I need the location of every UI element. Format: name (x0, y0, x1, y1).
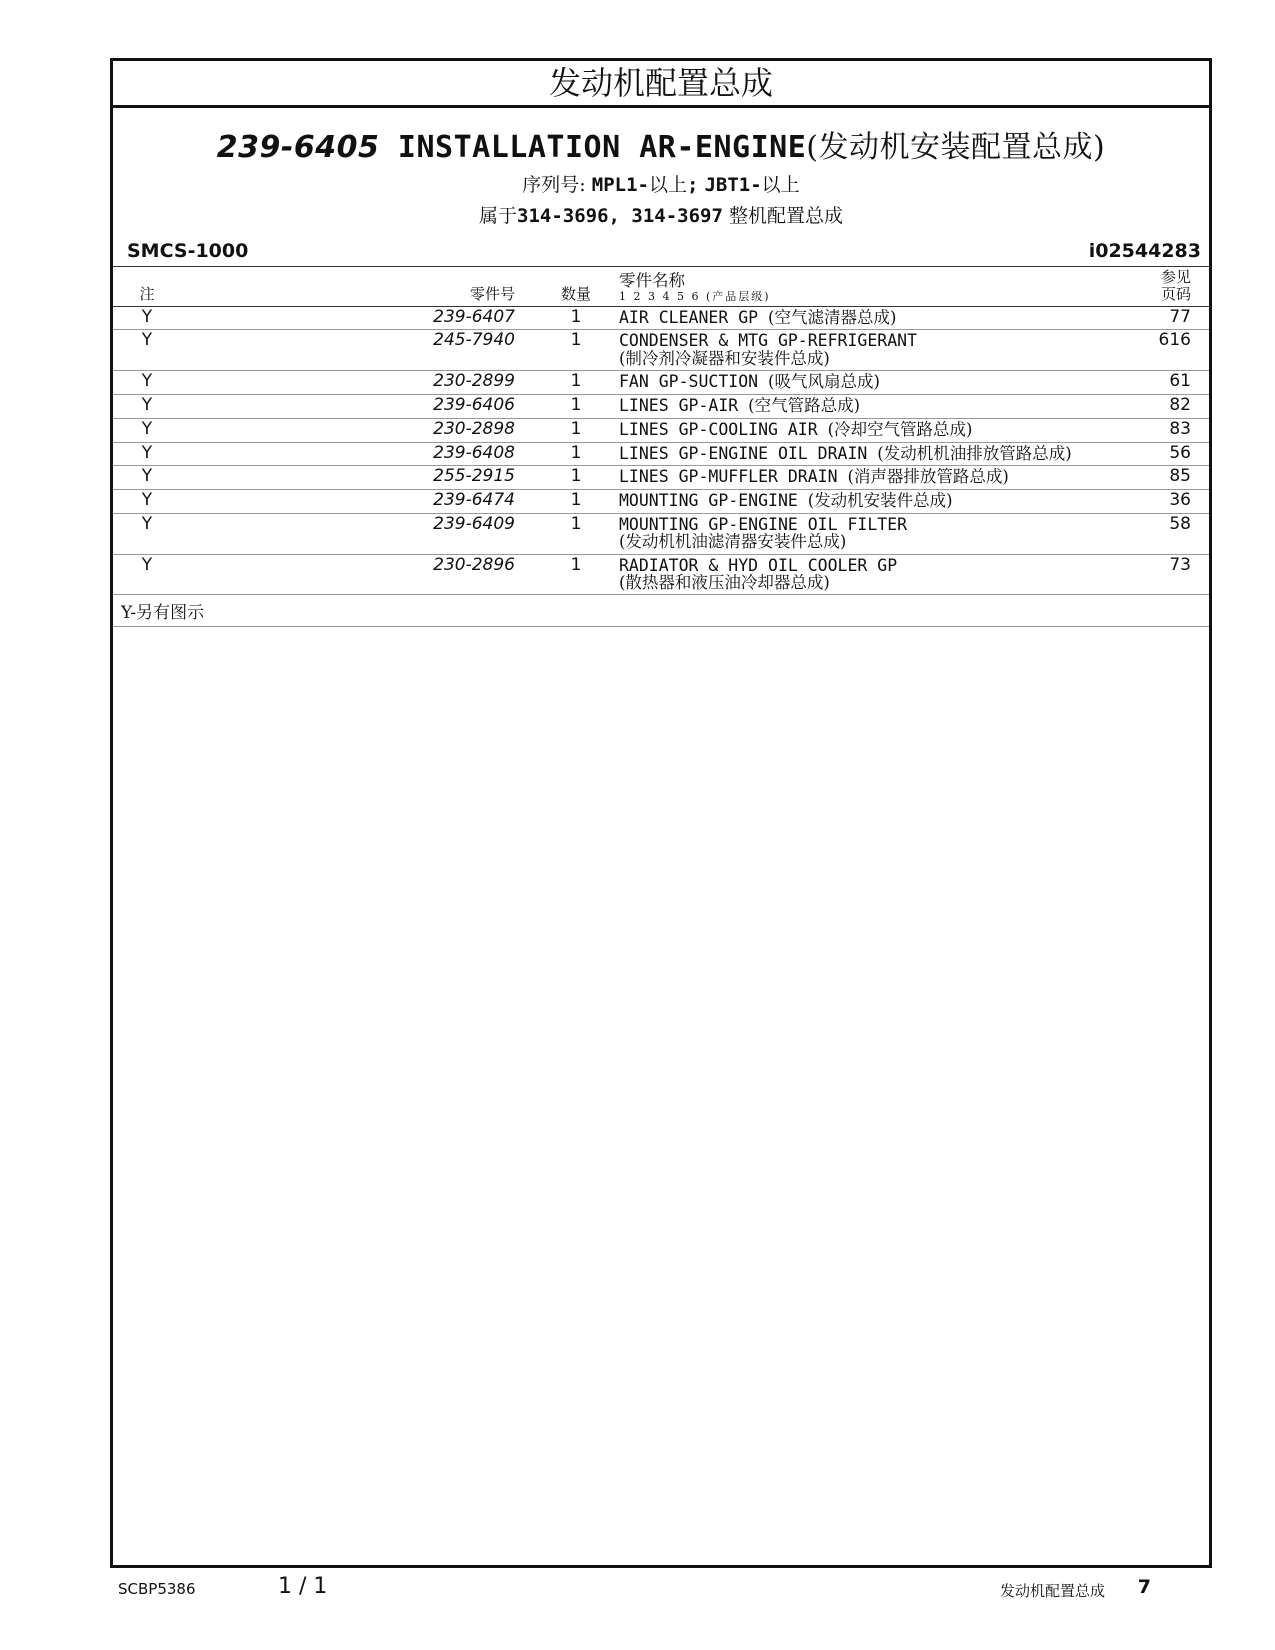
serial-separator: ; (686, 174, 699, 196)
assembly-name: INSTALLATION AR-ENGINE (397, 130, 807, 165)
row-part-name (615, 442, 1117, 466)
table-row (113, 442, 1209, 466)
row-part-number: 239-6406 (181, 394, 537, 418)
row-see-page: 36 (1117, 490, 1209, 514)
row-note: Y (113, 466, 181, 490)
table-row (113, 306, 1209, 330)
row-quantity: 1 (537, 514, 615, 555)
row-note: Y (113, 490, 181, 514)
header-levels (619, 291, 1113, 304)
page-footer (0, 1570, 1275, 1610)
assembly-chinese-name: (发动机安装配置总成) (806, 130, 1106, 165)
row-quantity: 1 (537, 418, 615, 442)
header-see-page (1117, 267, 1209, 306)
row-part-name (615, 330, 1117, 371)
row-part-number: 239-6409 (181, 514, 537, 555)
row-part-name (615, 394, 1117, 418)
row-see-page: 61 (1117, 370, 1209, 394)
footer-catalog-code: SCBP5386 (118, 1580, 196, 1598)
row-note: Y (113, 306, 181, 330)
row-part-number: 239-6474 (181, 490, 537, 514)
row-part-number: 245-7940 (181, 330, 537, 371)
row-quantity: 1 (537, 370, 615, 394)
row-part-number: 230-2899 (181, 370, 537, 394)
header-part-number: 零件号 (181, 267, 537, 306)
row-quantity: 1 (537, 394, 615, 418)
row-see-page: 56 (1117, 442, 1209, 466)
footer-page-number: 7 (1137, 1576, 1151, 1598)
parts-table-body (113, 306, 1209, 595)
row-quantity: 1 (537, 554, 615, 595)
document-frame (110, 58, 1212, 1568)
table-row (113, 330, 1209, 371)
row-part-name-en: LINES GP-AIR (619, 395, 739, 415)
serial-text-1: 以上 (648, 174, 687, 196)
row-quantity: 1 (537, 330, 615, 371)
row-see-page: 616 (1117, 330, 1209, 371)
serial-label: 序列号: (522, 174, 586, 196)
row-see-page: 82 (1117, 394, 1209, 418)
row-part-name-en: CONDENSER & MTG GP-REFRIGERANT (619, 331, 918, 351)
row-part-name (615, 306, 1117, 330)
belongs-line (113, 201, 1209, 228)
row-part-name-en: AIR CLEANER GP (619, 307, 759, 327)
footer-page-of: 1 / 1 (278, 1574, 328, 1599)
header-levels-note: (产品层级) (705, 289, 771, 303)
row-see-page: 77 (1117, 306, 1209, 330)
header-quantity: 数量 (537, 267, 615, 306)
header-see-page-line2: 页码 (1160, 285, 1191, 304)
belongs-parts: 314-3696, 314-3697 (517, 205, 723, 227)
row-part-name-cn: (发动机安装件总成) (807, 491, 953, 511)
row-note: Y (113, 442, 181, 466)
row-part-name-en: MOUNTING GP-ENGINE (619, 491, 798, 511)
row-part-name-en: FAN GP-SUCTION (619, 371, 759, 391)
row-see-page: 83 (1117, 418, 1209, 442)
row-part-number: 239-6408 (181, 442, 537, 466)
row-part-name (615, 490, 1117, 514)
smcs-code: SMCS-1000 (127, 240, 249, 262)
section-banner: 发动机配置总成 (113, 61, 1209, 108)
table-row (113, 394, 1209, 418)
row-part-name (615, 418, 1117, 442)
row-note: Y (113, 554, 181, 595)
row-part-name-en: LINES GP-ENGINE OIL DRAIN (619, 443, 868, 463)
row-quantity: 1 (537, 466, 615, 490)
serial-line (113, 170, 1209, 197)
assembly-part-number: 239-6405 (216, 130, 380, 165)
table-row (113, 514, 1209, 555)
table-row (113, 418, 1209, 442)
footer-section-title: 发动机配置总成 (999, 1582, 1105, 1600)
row-part-name-en: LINES GP-MUFFLER DRAIN (619, 467, 838, 487)
assembly-title (113, 122, 1209, 166)
row-part-number: 230-2896 (181, 554, 537, 595)
row-part-name-cn: (发动机机油滤清器安装件总成) (619, 532, 847, 552)
serial-text-2: 以上 (761, 174, 800, 196)
parts-table (113, 267, 1209, 595)
row-see-page: 58 (1117, 514, 1209, 555)
row-see-page: 73 (1117, 554, 1209, 595)
table-row (113, 466, 1209, 490)
row-part-number: 230-2898 (181, 418, 537, 442)
row-note: Y (113, 370, 181, 394)
row-part-number: 255-2915 (181, 466, 537, 490)
row-part-name-cn: (空气滤清器总成) (768, 307, 897, 327)
row-part-name-cn: (消声器排放管路总成) (847, 467, 1009, 487)
serial-prefix-2: JBT1- (704, 174, 762, 196)
table-row (113, 554, 1209, 595)
row-part-name-cn: (制冷剂冷凝器和安装件总成) (619, 348, 830, 368)
row-note: Y (113, 394, 181, 418)
table-header-row (113, 267, 1209, 306)
row-part-name-en: RADIATOR & HYD OIL COOLER GP (619, 555, 898, 575)
row-part-name-cn: (吸气风扇总成) (768, 371, 880, 391)
legend-note: Y-另有图示 (113, 595, 1209, 627)
row-part-name (615, 514, 1117, 555)
row-see-page: 85 (1117, 466, 1209, 490)
row-note: Y (113, 514, 181, 555)
header-note: 注 (113, 267, 181, 306)
header-part-name (615, 267, 1117, 306)
header-levels-digits: 1 2 3 4 5 6 (619, 289, 701, 303)
smcs-bar (113, 236, 1209, 267)
header-see-page-line1: 参见 (1160, 268, 1191, 286)
row-part-number: 239-6407 (181, 306, 537, 330)
row-part-name (615, 466, 1117, 490)
row-part-name-en: LINES GP-COOLING AIR (619, 419, 818, 439)
row-part-name-cn: (空气管路总成) (748, 395, 861, 415)
document-id: i02544283 (1088, 240, 1201, 262)
belongs-prefix: 属于 (479, 205, 518, 227)
row-quantity: 1 (537, 490, 615, 514)
row-part-name (615, 554, 1117, 595)
row-note: Y (113, 330, 181, 371)
row-part-name-cn: (冷却空气管路总成) (827, 419, 973, 439)
table-row (113, 370, 1209, 394)
table-row (113, 490, 1209, 514)
belongs-suffix: 整机配置总成 (728, 205, 843, 227)
serial-prefix-1: MPL1- (591, 174, 649, 196)
row-quantity: 1 (537, 306, 615, 330)
row-note: Y (113, 418, 181, 442)
header-part-name-label: 零件名称 (619, 270, 685, 290)
row-part-name-cn: (散热器和液压油冷却器总成) (619, 572, 830, 592)
row-part-name (615, 370, 1117, 394)
row-part-name-cn: (发动机机油排放管路总成) (877, 443, 1072, 463)
row-part-name-en: MOUNTING GP-ENGINE OIL FILTER (619, 515, 908, 535)
row-quantity: 1 (537, 442, 615, 466)
